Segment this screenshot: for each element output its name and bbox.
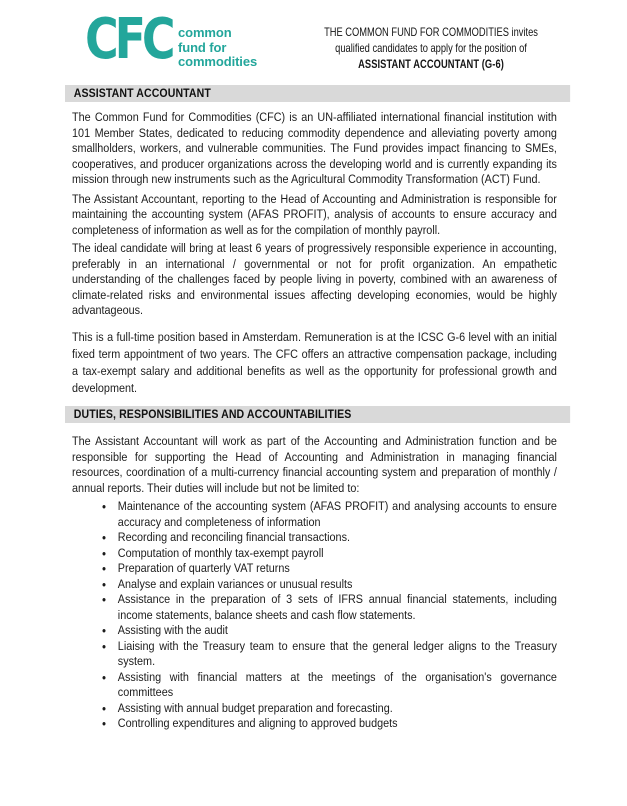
duties-list	[100, 499, 557, 732]
duty-item: • Preparation of quarterly VAT returns	[100, 561, 557, 577]
section-header-assistant-accountant: ASSISTANT ACCOUNTANT	[65, 85, 570, 102]
duty-item: • Analyse and explain variances or unusual results	[100, 577, 557, 593]
paragraph-ideal-candidate: The ideal candidate will bring at least 6 years of progressively responsible experience in accounting, preferably in an international / governmental or not for profit organization. An empathetic understanding of the challenges faced by people living in poverty, combined with an awareness of climate-related risks and environmental issues affecting developing economies, would be highly advantageous.	[72, 241, 557, 317]
duty-item: • Controlling expenditures and aligning to approved budgets	[100, 716, 557, 732]
duty-item: • Assistance in the preparation of 3 sets of IFRS annual financial statements, including income statements, balance sheets and cash flow statements.	[100, 592, 557, 623]
cfc-logo-wordmark	[178, 26, 257, 70]
section-header-duties: DUTIES, RESPONSIBILITIES AND ACCOUNTABILITIES	[65, 406, 570, 423]
duty-item: • Assisting with the audit	[100, 623, 557, 639]
cfc-wordmark-line-1: common	[178, 25, 232, 40]
cfc-wordmark-line-3: commodities	[178, 54, 258, 69]
duty-item: • Recording and reconciling financial transactions.	[100, 530, 557, 546]
cfc-logo: CFC	[85, 7, 172, 72]
invitation-line-1: THE COMMON FUND FOR COMMODITIES invites	[324, 25, 538, 39]
vacancy-invitation	[297, 25, 566, 72]
cfc-wordmark-line-2: fund for	[178, 39, 227, 55]
invitation-line-2: qualified candidates to apply for the position of	[335, 40, 527, 55]
duty-item: • Computation of monthly tax-exempt payroll	[100, 546, 557, 562]
paragraph-position-terms: This is a full-time position based in Amsterdam. Remuneration is at the ICSC G-6 level with an initial fixed term appointment of two years. The CFC offers an attractive compensation package, including a tax-exempt salary and additional benefits as well as the opportunity for professional growth and development.	[72, 329, 557, 396]
duty-item: • Liaising with the Treasury team to ensure that the general ledger aligns to the Treasury system.	[100, 639, 557, 670]
duty-item: • Assisting with annual budget preparation and forecasting.	[100, 701, 557, 717]
duty-item: • Assisting with financial matters at the meetings of the organisation's governance committees	[100, 670, 557, 701]
invitation-position-title: ASSISTANT ACCOUNTANT (G-6)	[358, 56, 504, 71]
paragraph-duties-intro: The Assistant Accountant will work as part of the Accounting and Administration function and be responsible for supporting the Head of Accounting and Administration in managing financial resources, coordination of a multi-currency financial accounting system and preparation of monthly / annual reports. Their duties will include but not be limited to:	[72, 434, 557, 495]
document-body	[65, 85, 570, 732]
paragraph-about-cfc: The Common Fund for Commodities (CFC) is an UN-affiliated international financial institution with 101 Member States, dedicated to reducing commodity dependence and alleviating poverty among smallholders, workers, and vulnerable communities. The Fund provides impact financing to SMEs, cooperatives, and producer organizations across the developing world and is currently expanding its mission through new instruments such as the Agricultural Commodity Transformation (ACT) Fund.	[72, 110, 557, 186]
duty-item: • Maintenance of the accounting system (AFAS PROFIT) and analysing accounts to ensure accuracy and completeness of information	[100, 499, 557, 530]
paragraph-role-summary: The Assistant Accountant, reporting to the Head of Accounting and Administration is responsible for maintaining the accounting system (AFAS PROFIT), analysis of accounts to ensure accuracy and completeness of information as well as for the compilation of monthly payroll.	[72, 191, 557, 237]
